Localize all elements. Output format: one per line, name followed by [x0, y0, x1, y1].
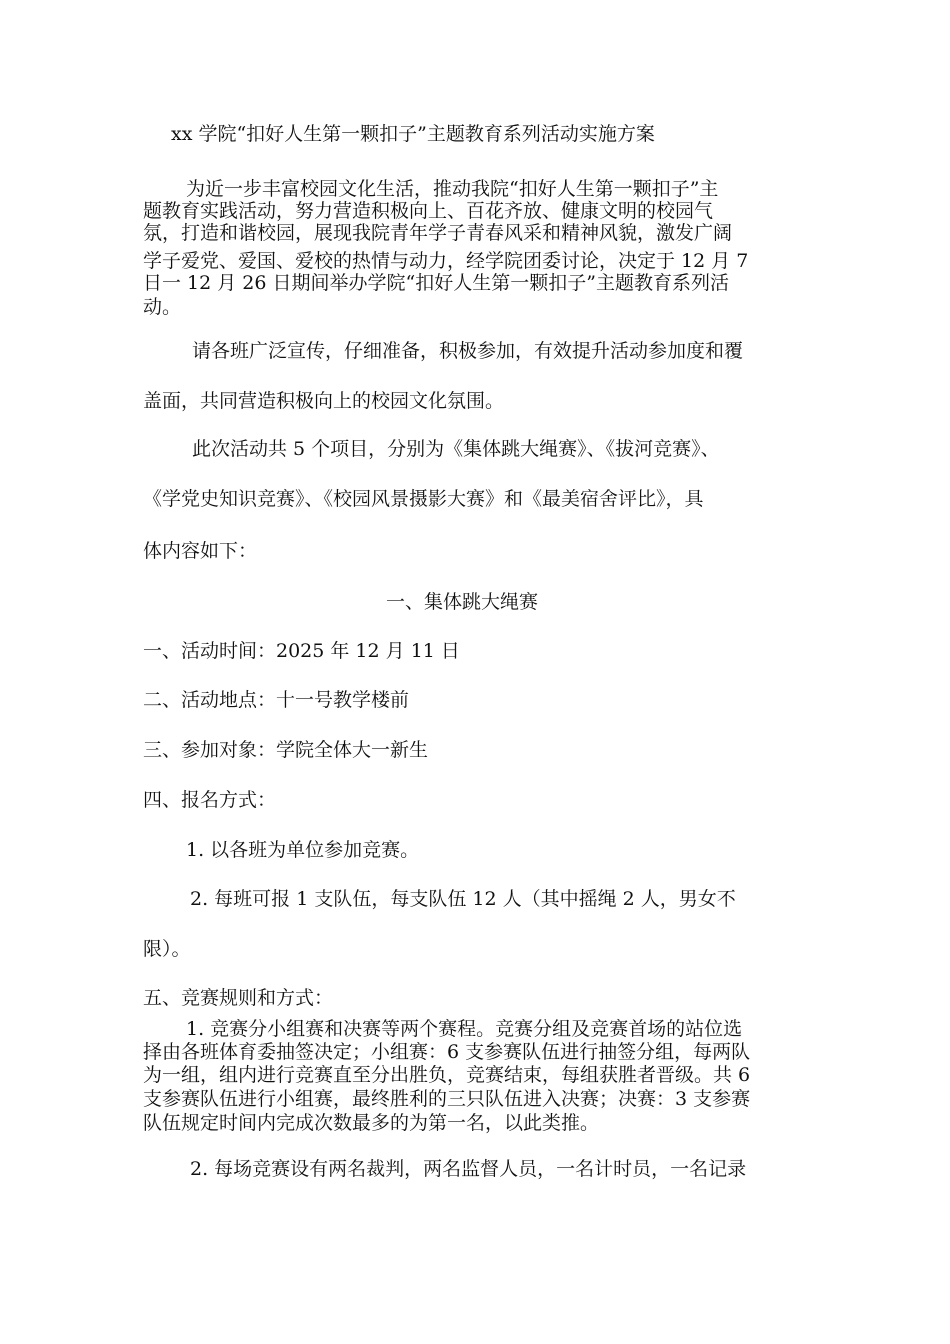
projects-line: 此次活动共 5 个项目，分别为《集体跳大绳赛》、《拔河竞赛》、	[192, 438, 720, 460]
document-title: xx 学院“扣好人生第一颗扣子”主题教育系列活动实施方案	[171, 123, 655, 145]
activity-participants: 三、参加对象：学院全体大一新生	[143, 739, 429, 761]
registration-item: 1. 以各班为单位参加竞赛。	[186, 839, 420, 861]
intro-line: 动。	[143, 296, 182, 318]
intro-line: 日一 12 月 26 日期间举办学院“扣好人生第一颗扣子”主题教育系列活	[143, 272, 729, 294]
rules-item-line: 为一组，组内进行竞赛直至分出胜负，竞赛结束，每组获胜者晋级。共 6	[143, 1064, 751, 1086]
projects-line: 《学党史知识竞赛》、《校园风景摄影大赛》和《最美宿舍评比》，具	[143, 488, 704, 510]
registration-item: 限）。	[143, 938, 191, 960]
notice-line: 盖面，共同营造积极向上的校园文化氛围。	[143, 390, 505, 412]
rules-item-line: 支参赛队伍进行小组赛，最终胜利的三只队伍进入决赛；决赛：3 支参赛	[143, 1088, 751, 1110]
section-heading: 一、集体跳大绳赛	[386, 591, 539, 613]
rules-item-line: 2. 每场竞赛设有两名裁判，两名监督人员，一名计时员，一名记录	[190, 1158, 747, 1180]
rules-item-line: 1. 竞赛分小组赛和决赛等两个赛程。竞赛分组及竞赛首场的站位选	[186, 1018, 743, 1040]
intro-line: 为近一步丰富校园文化生活，推动我院“扣好人生第一颗扣子”主	[186, 178, 719, 200]
rules-heading: 五、竞赛规则和方式：	[143, 987, 334, 1009]
registration-heading: 四、报名方式：	[143, 789, 277, 811]
rules-item-line: 队伍规定时间内完成次数最多的为第一名，以此类推。	[143, 1112, 600, 1134]
activity-place: 二、活动地点：十一号教学楼前	[143, 689, 410, 711]
rules-item-line: 择由各班体育委抽签决定；小组赛：6 支参赛队伍进行抽签分组，每两队	[143, 1041, 751, 1063]
projects-line: 体内容如下：	[143, 540, 258, 562]
intro-line: 题教育实践活动，努力营造积极向上、百花齐放、健康文明的校园气	[143, 200, 714, 222]
notice-line: 请各班广泛宣传，仔细准备，积极参加，有效提升活动参加度和覆	[192, 340, 744, 362]
intro-line: 氛，打造和谐校园，展现我院青年学子青春风采和精神风貌，激发广阔	[143, 222, 733, 244]
registration-item: 2. 每班可报 1 支队伍，每支队伍 12 人（其中摇绳 2 人，男女不	[190, 888, 736, 910]
activity-time: 一、活动时间：2025 年 12 月 11 日	[143, 640, 460, 662]
intro-line: 学子爱党、爱国、爱校的热情与动力，经学院团委讨论，决定于 12 月 7	[143, 250, 749, 272]
